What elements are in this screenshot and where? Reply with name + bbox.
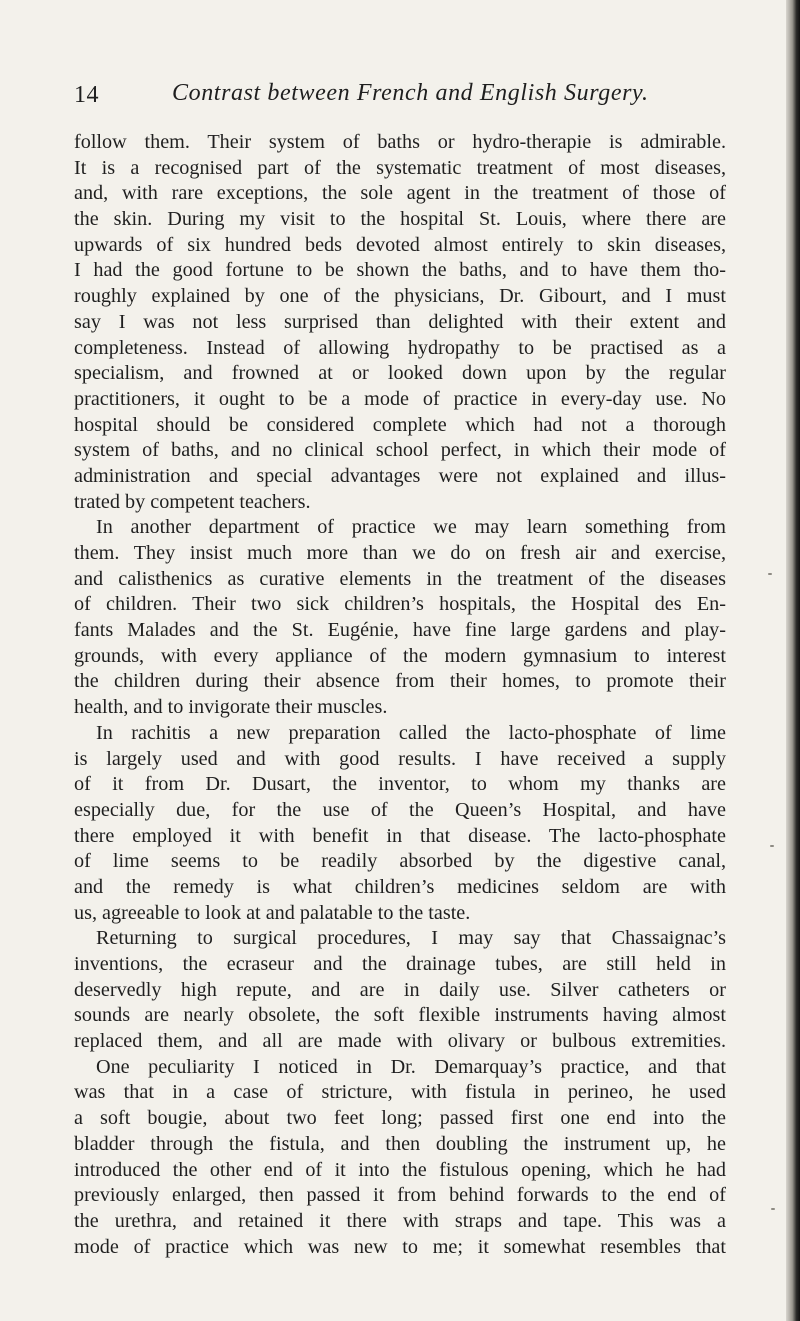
text-line: Returning to surgical procedures, I may say that Chassaignac’s [96,927,726,950]
text-line: trated by competent teachers. [74,490,311,513]
text-line: introduced the other end of it into the fistulous opening, which he had [74,1158,726,1181]
margin-mark [771,1208,775,1210]
text-line: the children during their absence from their homes, to promote their [74,670,726,693]
text-line: is largely used and with good results. I have received a supply [74,747,726,770]
text-line: upwards of six hundred beds devoted almost entirely to skin diseases, [74,233,726,256]
text-line: One peculiarity I noticed in Dr. Demarquay’s practice, and that [96,1055,726,1078]
text-line: previously enlarged, then passed it from behind forwards to the end of [74,1184,726,1207]
text-line: a soft bougie, about two feet long; passed first one end into the [74,1107,726,1130]
text-line: In another department of practice we may learn something from [96,516,726,539]
text-line: especially due, for the use of the Queen’s Hospital, and have [74,798,726,821]
text-line: administration and special advantages were not explained and illus- [74,464,726,487]
text-line: and calisthenics as curative elements in the treatment of the diseases [74,567,726,590]
body-text [74,130,726,1260]
text-line: In rachitis a new preparation called the lacto-phosphate of lime [96,721,726,744]
text-line: replaced them, and all are made with olivary or bulbous extremities. [74,1030,726,1053]
text-line: grounds, with every appliance of the modern gymnasium to interest [74,644,726,667]
text-line: us, agreeable to look at and palatable to the taste. [74,901,471,924]
running-title: Contrast between French and English Surgery. [172,80,649,106]
margin-mark [770,845,774,847]
text-line: was that in a case of stricture, with fistula in perineo, he used [74,1081,726,1104]
text-line: system of baths, and no clinical school perfect, in which their mode of [74,439,726,462]
text-line: specialism, and frowned at or looked down upon by the regular [74,362,726,385]
page-number: 14 [74,82,99,108]
text-line: deservedly high repute, and are in daily use. Silver catheters or [74,978,726,1001]
text-line: and, with rare exceptions, the sole agent in the treatment of those of [74,182,726,205]
text-line: the urethra, and retained it there with straps and tape. This was a [74,1209,726,1232]
text-line: health, and to invigorate their muscles. [74,696,388,719]
text-line: of children. Their two sick children’s hospitals, the Hospital des En- [74,593,726,616]
text-line: bladder through the fistula, and then doubling the instrument up, he [74,1132,726,1155]
text-line: I had the good fortune to be shown the baths, and to have them tho- [74,259,726,282]
text-line: sounds are nearly obsolete, the soft flexible instruments having almost [74,1004,726,1027]
text-line: of lime seems to be readily absorbed by the digestive canal, [74,850,726,873]
text-line: inventions, the ecraseur and the drainage tubes, are still held in [74,953,726,975]
text-line: say I was not less surprised than delighted with their extent and [74,310,726,333]
text-line: completeness. Instead of allowing hydropathy to be practised as a [74,336,726,359]
text-line: follow them. Their system of baths or hydro-therapie is admirable. [74,131,726,153]
text-line: mode of practice which was new to me; it somewhat resembles that [74,1235,726,1258]
margin-mark [768,573,772,575]
text-line: there employed it with benefit in that disease. The lacto-phosphate [74,824,726,847]
text-line: It is a recognised part of the systematic treatment of most diseases, [74,156,726,179]
text-line: them. They insist much more than we do on fresh air and exercise, [74,542,726,564]
text-line: practitioners, it ought to be a mode of practice in every-day use. No [74,387,726,410]
text-line: the skin. During my visit to the hospital St. Louis, where there are [74,208,726,231]
page-binding-edge [786,0,800,1321]
text-line: and the remedy is what children’s medicines seldom are with [74,875,726,898]
text-line: of it from Dr. Dusart, the inventor, to whom my thanks are [74,773,726,796]
text-line: hospital should be considered complete which had not a thorough [74,413,726,436]
text-line: fants Malades and the St. Eugénie, have fine large gardens and play- [74,619,726,642]
text-line: roughly explained by one of the physicians, Dr. Gibourt, and I must [74,285,726,308]
